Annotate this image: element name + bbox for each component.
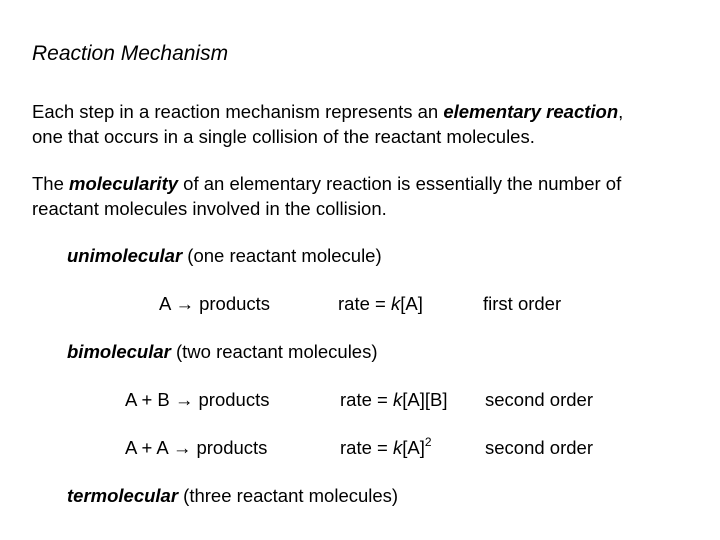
reaction-equation: A + A → products	[125, 437, 268, 458]
molecularity-text: The	[32, 173, 70, 194]
category-description: (three reactant molecules)	[178, 485, 399, 506]
rate-constant: k	[392, 437, 403, 458]
definition-line-1	[32, 99, 623, 124]
elementary-reaction-term: elementary reaction	[443, 101, 619, 122]
rate-exponent: 2	[424, 435, 432, 449]
definition-text: Each step in a reaction mechanism represents an	[32, 101, 444, 122]
category-name: unimolecular	[67, 245, 183, 266]
reaction-order: second order	[485, 437, 593, 458]
rate-concentration: [A][B]	[402, 389, 448, 410]
definition-text-comma: ,	[618, 101, 624, 122]
molecularity-line-1	[32, 171, 621, 196]
reaction-order: second order	[485, 389, 593, 410]
reaction-order: first order	[483, 293, 562, 314]
rate-law	[340, 437, 432, 459]
category-bimolecular	[67, 341, 378, 363]
category-description: (two reactant molecules)	[170, 341, 378, 362]
molecularity-paragraph	[32, 171, 621, 221]
rate-concentration: [A]	[400, 293, 423, 314]
rate-constant: k	[392, 389, 403, 410]
reaction-equation: A + B → products	[125, 389, 270, 410]
rate-constant: k	[390, 293, 401, 314]
definition-line-2: one that occurs in a single collision of the reactant molecules.	[32, 126, 535, 147]
rate-prefix: rate =	[338, 293, 391, 314]
category-name: termolecular	[67, 485, 179, 506]
category-description: (one reactant molecule)	[182, 245, 382, 266]
slide-title: Reaction Mechanism	[32, 42, 229, 65]
reaction-equation: A → products	[159, 293, 271, 314]
molecularity-term: molecularity	[69, 173, 179, 194]
category-unimolecular	[67, 245, 382, 267]
rate-concentration: [A]	[402, 437, 425, 458]
molecularity-line-2: reactant molecules involved in the collision.	[32, 198, 387, 219]
category-name: bimolecular	[67, 341, 171, 362]
rate-law	[340, 389, 447, 411]
category-termolecular	[67, 485, 398, 507]
definition-paragraph	[32, 99, 623, 149]
rate-prefix: rate =	[340, 437, 393, 458]
rate-law	[338, 293, 423, 315]
rate-prefix: rate =	[340, 389, 393, 410]
molecularity-text-rest: of an elementary reaction is essentially the number of	[178, 173, 622, 194]
